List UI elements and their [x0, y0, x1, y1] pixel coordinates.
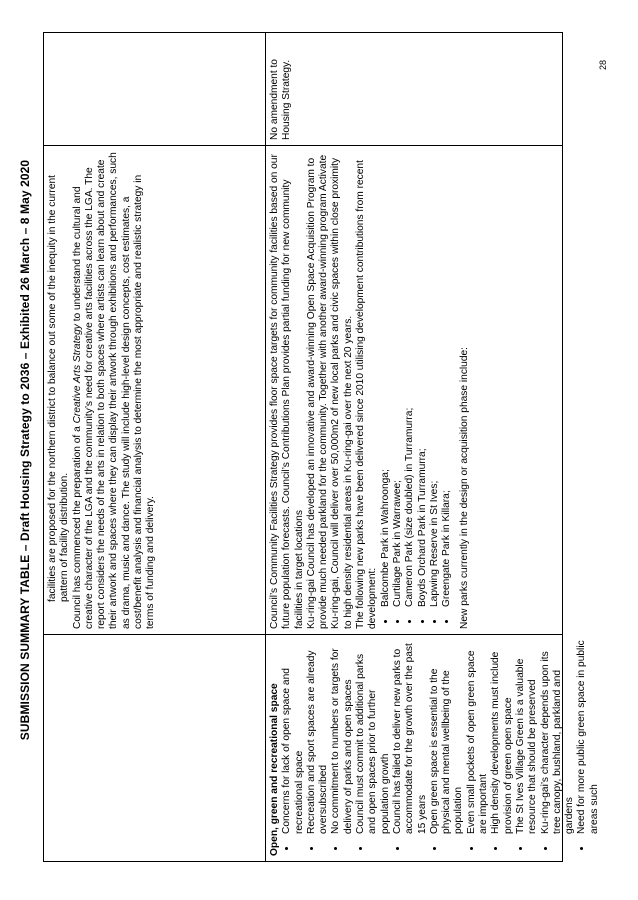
- list-item: • Greengate Park in Killara;: [441, 151, 453, 611]
- response-paragraph: Council’s Community Facilities Strategy provides floor space targets for community facilities based on our future population forecasts. Council’s Contributions Plan provides partial funding for new community facilities in target locations: [269, 154, 305, 629]
- issue-cell: [44, 634, 265, 861]
- issue-heading: Open, green and recreational space: [269, 683, 280, 856]
- list-item: • Cameron Park (size doubled) in Turramurra;: [404, 151, 416, 611]
- list-item: • Open green space is essential to the physical and mental wellbeing of the population: [429, 640, 466, 838]
- list-item: • Concerns for lack of open space and recreational space: [281, 640, 306, 838]
- response-paragraph: facilities are proposed for the northern district to balance out some of the inequity in the current pattern of facility distribution.: [47, 175, 71, 602]
- list-item: • Recreation and sport spaces are already oversubscribed: [306, 640, 331, 838]
- list-item: • Need for more public green space in public areas such: [576, 640, 601, 838]
- list-item: • The St Ives Village Green is a valuable resource that should be preserved: [515, 640, 540, 838]
- response-cell: [44, 145, 265, 634]
- page-number: 28: [598, 59, 608, 70]
- recommendation-cell: [44, 33, 265, 145]
- list-item: • Ku-ring-gai’s character depends upon its tree canopy, bushland, parkland and gardens: [540, 640, 577, 838]
- list-item: • Curtilage Park in Warrawee;: [392, 151, 404, 611]
- response-paragraph: Ku-ring-gai Council has developed an innovative and award-winning Open Space Acquisition Program to provide much needed parkland for the community. Together with another award-winning program Activate Ku-ring-gai, Council will deliver over 50,000m2 of new local parks and civic spaces within close proximity to high density residential areas in Ku-ring-gai over the next 20 years.: [305, 154, 354, 629]
- list-item: • Balcombe Park in Wahroonga;: [380, 151, 392, 611]
- list-item: • Lapwing Reserve in St Ives;: [429, 151, 441, 611]
- table-row: [266, 33, 600, 861]
- list-item: • High density developments must include provision of green open space: [490, 640, 515, 838]
- list-item: • No commitment to numbers or targets for delivery of parks and open spaces: [330, 640, 355, 838]
- submission-table: [43, 32, 600, 862]
- recommendation-text: No amendment to Housing Strategy.: [269, 59, 293, 140]
- response-paragraph: The following new parks have been delivered since 2010 utilising development contributions from recent development:: [355, 160, 379, 629]
- response-paragraph: Council has commenced the preparation of a Creative Arts Strategy to understand the cultural and creative character of the LGA and the community’s need for creative arts facilities across the LGA. The report considers the needs of the arts in relation to both spaces where artists can learn about and create their artwork and spaces where they can display their artwork through exhibitions and performances, such as drama, music and dance. The study will include high-level design concepts, cost estimates, a cost/benefit analysis and financial analysis to determine the most appropriate and realistic strategy in terms of funding and delivery.: [71, 152, 157, 629]
- recommendation-cell: [266, 33, 562, 145]
- list-item: • Boyds Orchard Park in Turramurra;: [417, 151, 429, 611]
- response-paragraph: New parks currently in the design or acquisition phase include:: [459, 346, 471, 629]
- page-title: SUBMISSION SUMMARY TABLE – Draft Housing Strategy to 2036 – Exhibited 26 March – 8 May 2020: [18, 159, 32, 741]
- issue-list: [281, 640, 601, 856]
- table-row: [44, 33, 266, 861]
- list-item: • Council has failed to deliver new parks to accommodate for the growth over the past 15 years: [392, 640, 429, 838]
- parks-list: [380, 151, 454, 629]
- list-item: • Council must commit to additional parks and open spaces prior to further population growth: [355, 640, 392, 838]
- response-cell: [266, 145, 562, 634]
- issue-cell: [266, 634, 600, 861]
- list-item: • Even small pockets of open green space are important: [466, 640, 491, 838]
